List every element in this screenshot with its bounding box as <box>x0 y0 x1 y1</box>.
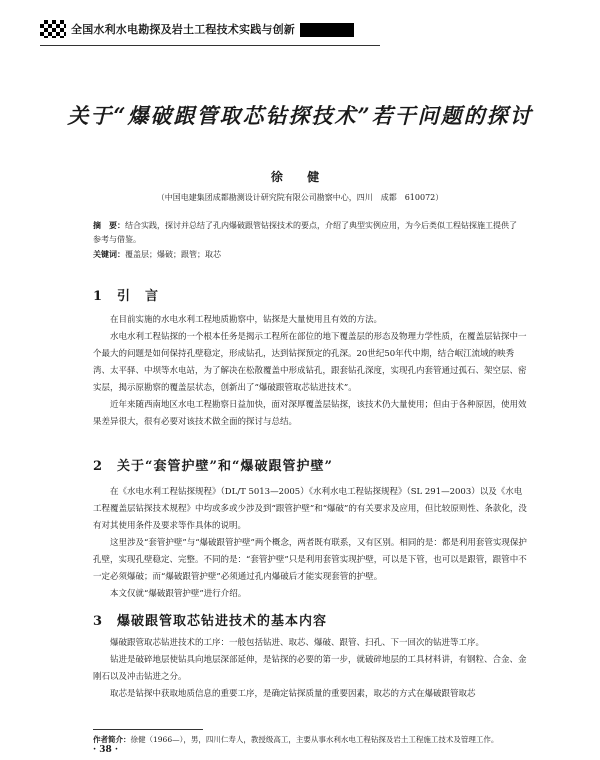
abstract-text: 结合实践，探讨并总结了孔内爆破跟管钻探技术的要点，介绍了典型实例应用，为今后类似工程钻探施工提供了参考与借鉴。 <box>93 221 517 244</box>
paragraph: 在《水电水利工程钻探规程》（DL/T 5013—2005）《水利水电工程钻探规程》（SL 291—2003）以及《水电工程覆盖层钻探技术规程》中均或多或少涉及到“跟管护壁”和“爆破”的有关要求及应用，但比较原则性、条款化，没有对其使用条件及要求等作具体的说明。 <box>93 487 527 531</box>
section-body <box>93 312 528 431</box>
section-body <box>93 635 528 703</box>
paragraph: 在目前实施的水电水利工程地质勘察中，钻探是大量使用且有效的方法。 <box>110 315 383 325</box>
section-heading: 1 引 言 <box>93 289 160 304</box>
paper-title: 关于“爆破跟管取芯钻探技术”若干问题的探讨 <box>67 103 533 128</box>
page-number: · 38 · <box>93 745 119 755</box>
header-logo <box>40 20 66 38</box>
paragraph: 爆破跟管取芯钻进技术的工序：一般包括钻进、取芯、爆破、跟管、扫孔、下一回次的钻进等工序。 <box>110 638 485 648</box>
keywords-label: 关键词： <box>93 249 125 259</box>
paragraph: 这里涉及“套管护壁”与“爆破跟管护壁”两个概念，两者既有联系，又有区别。相同的是：都是利用套管实现保护孔壁，实现孔壁稳定、完整。不同的是：“套管护壁”只是利用套管实现护壁，可以是下管，也可以是跟管，跟管中不一定必须爆破；而“爆破跟管护壁”必须通过孔内爆破后才能实现套管的护壁。 <box>93 538 527 582</box>
footnote-text: 徐健（1966—），男，四川仁寿人，教授级高工，主要从事水利水电工程钻探及岩土工程施工技术及管理工作。 <box>130 735 499 744</box>
footnote-rule <box>93 729 203 730</box>
abstract-block <box>93 218 518 262</box>
abstract-label: 摘 要： <box>93 220 125 230</box>
section-body <box>93 484 528 603</box>
author-name: 徐 健 <box>270 170 330 184</box>
section-heading: 2 关于“套管护壁”和“爆破跟管护壁” <box>93 459 333 474</box>
footnote-label: 作者简介： <box>93 735 131 744</box>
paragraph: 水电水利工程钻探的一个根本任务是揭示工程所在部位的地下覆盖层的形态及物理力学性质，在覆盖层钻探中一个最大的问题是如何保持孔壁稳定，形成钻孔，达到钻探预定的孔深。20世纪50年代中期，结合岷江流域的映秀湾、太平驿、中坝等水电站，为了解决在松散覆盖中形成钻孔，跟套钻孔深度，实现孔内套管通过孤石、架空层、密实层，揭示原勘察的覆盖层状态，创新出了“爆破跟管取芯钻进技术”。 <box>93 332 527 393</box>
header-black-bar <box>300 23 354 37</box>
keywords <box>93 247 518 262</box>
paragraph: 取芯是钻探中获取地质信息的重要工序，是确定钻探质量的重要因素，取芯的方式在爆破跟管取芯 <box>110 689 476 699</box>
keywords-text: 覆盖层；爆破；跟管；取芯 <box>125 250 221 259</box>
abstract <box>93 218 518 247</box>
footnote <box>93 734 528 746</box>
journal-header: 全国水利水电勘探及岩土工程技术实践与创新 <box>71 23 295 36</box>
paragraph: 本文仅就“爆破跟管护壁”进行介绍。 <box>110 589 247 599</box>
affiliation: （中国电建集团成都勘测设计研究院有限公司勘察中心，四川 成都 610072） <box>156 193 444 202</box>
paragraph: 近年来随西南地区水电工程勘察日益加快，面对深厚覆盖层钻探，该技术仍大量使用；但由于各种原因，使用效果差异很大，很有必要对该技术做全面的探讨与总结。 <box>93 400 527 427</box>
paragraph: 钻进是破碎地层使钻具向地层深部延伸，是钻探的必要的第一步，就破碎地层的工具材料讲，有钢粒、合金、金刚石以及冲击钻进之分。 <box>93 655 527 682</box>
header-rule <box>40 45 380 46</box>
section-heading: 3 爆破跟管取芯钻进技术的基本内容 <box>93 614 328 629</box>
